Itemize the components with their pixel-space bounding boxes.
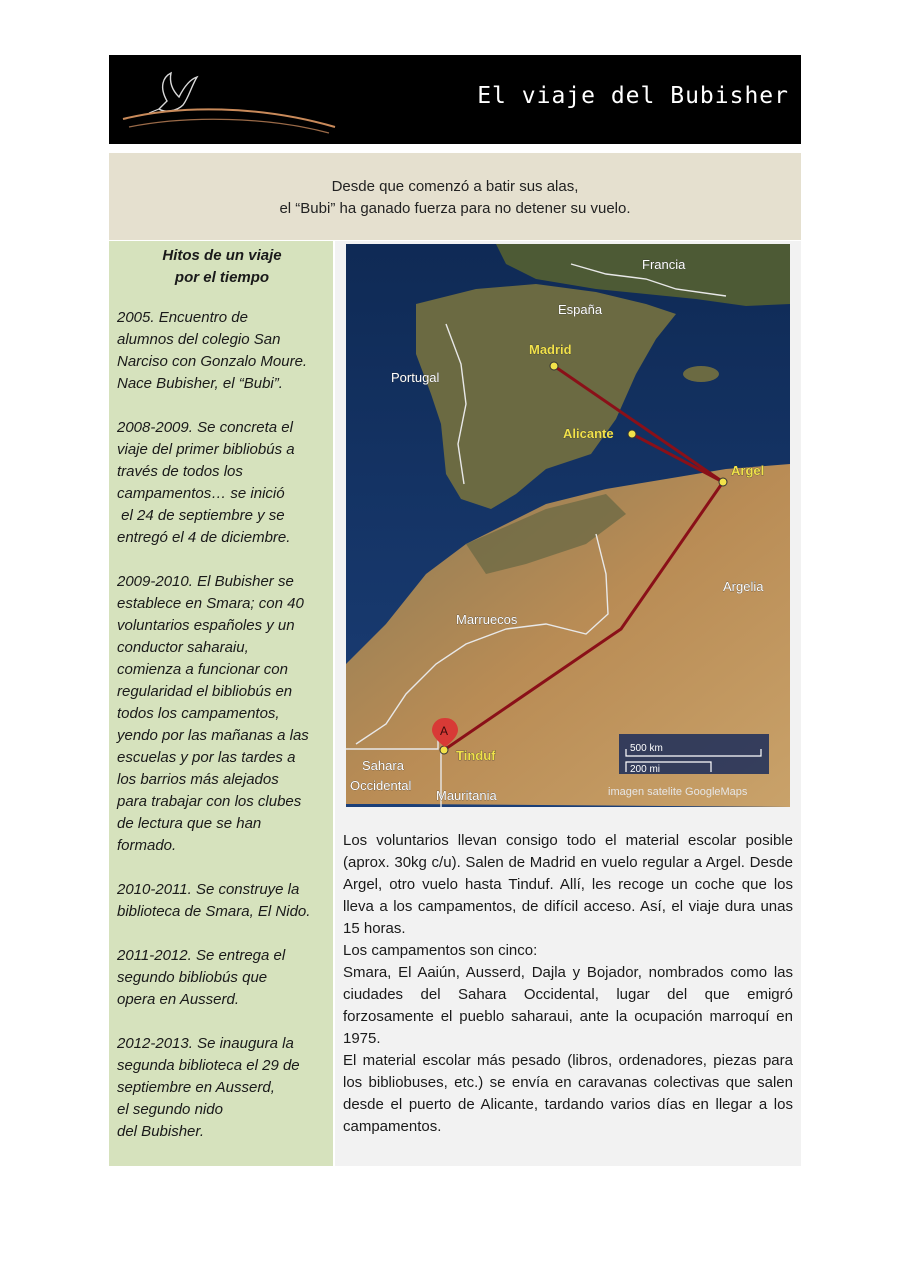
milestone-line: segunda biblioteca el 29 de (117, 1057, 300, 1074)
milestone-line: Nace Bubisher, el “Bubi”. (117, 375, 283, 392)
body-line: recoge un coche que los lleva a los campamentos, de difícil (343, 876, 794, 915)
label-mauritania: Mauritania (436, 788, 497, 803)
body-line: para los bibliobuses, etc.) se envía en caravanas colectivas (343, 1052, 793, 1091)
bird-logo-icon (119, 65, 339, 137)
milestone-line: establece en Smara; con 40 (117, 595, 304, 612)
argel-dot (719, 478, 727, 486)
body-line: que salen desde el puerto de Alicante, tardando varios días (343, 1074, 793, 1113)
scale-km-label: 500 km (630, 743, 663, 754)
milestone-line: septiembre en Ausserd, (117, 1079, 275, 1096)
label-argelia: Argelia (723, 579, 764, 594)
milestone-line: 2009-2010. El Bubisher se (117, 573, 294, 590)
body-line: El material escolar más pesado (libros, ordenadores, piezas (343, 1052, 757, 1069)
sidebar-title-line-1: Hitos de un viaje (162, 247, 282, 264)
scale-mi-label: 200 mi (630, 764, 661, 775)
milestone-line: de lectura que se han (117, 815, 262, 832)
alicante-dot (628, 430, 636, 438)
milestone-line: campamentos… se inició (117, 485, 285, 502)
milestone-line: través de todos los (117, 463, 243, 480)
body-line: Smara, El Aaiún, Ausserd, Dajla y Bojador, nombrados (343, 964, 724, 981)
milestone-line: alumnos del colegio San (117, 331, 281, 348)
banner-line-2: el “Bubi” ha ganado fuerza para no detener su vuelo. (279, 200, 631, 217)
milestone-line: 2012-2013. Se inaugura la (117, 1035, 294, 1052)
body-text (343, 830, 793, 1138)
scale-bar (619, 734, 769, 775)
label-argel: Argel (731, 463, 765, 478)
milestone-line: voluntarios españoles y un (117, 617, 295, 634)
milestone-line: el 24 de septiembre y se (117, 507, 285, 524)
milestone-line: escuelas y por las tardes a (117, 749, 296, 766)
milestone-line: formado. (117, 837, 177, 854)
header-bar (109, 55, 801, 144)
sidebar-title (117, 245, 327, 289)
map-credit: imagen satelite GoogleMaps (608, 786, 748, 798)
milestone-line: biblioteca de Smara, El Nido. (117, 903, 311, 920)
milestone-line: del Bubisher. (117, 1123, 204, 1140)
body-paragraph-3 (343, 962, 793, 1050)
body-paragraph-2 (343, 940, 793, 962)
body-line: posible (aprox. 30kg c/u). Salen de Madrid en vuelo regular (343, 832, 793, 871)
label-occidental: Occidental (350, 778, 412, 793)
body-line: ocupación marroquí en 1975. (343, 1008, 793, 1047)
milestone-2005 (117, 307, 327, 395)
body-line: a Argel. Desde Argel, otro vuelo hasta Tinduf. Allí, les (343, 854, 793, 893)
milestone-line: entregó el 4 de diciembre. (117, 529, 291, 546)
sidebar-title-line-2: por el tiempo (174, 269, 270, 286)
milestone-line: comienza a funcionar con (117, 661, 288, 678)
milestone-2012 (117, 1033, 327, 1143)
milestones-sidebar (109, 241, 333, 1166)
route-map-svg (346, 244, 790, 807)
body-line: emigró forzosamente el pueblo saharaui, ante la (343, 986, 793, 1025)
label-alicante: Alicante (563, 426, 614, 441)
tinduf-dot (440, 746, 448, 754)
milestone-line: 2008-2009. Se concreta el (117, 419, 293, 436)
body-paragraph-4 (343, 1050, 793, 1138)
route-map (346, 244, 790, 807)
milestone-line: conductor saharaiu, (117, 639, 249, 656)
milestone-line: el segundo nido (117, 1101, 223, 1118)
milestone-2011 (117, 945, 327, 1011)
milestone-line: Narciso con Gonzalo Moure. (117, 353, 308, 370)
milestone-2010 (117, 879, 327, 923)
milestone-2009 (117, 571, 327, 857)
body-line: acceso. Así, el viaje dura unas 15 horas. (343, 898, 793, 937)
label-madrid: Madrid (529, 342, 572, 357)
intro-banner (109, 153, 801, 240)
label-espana: España (558, 302, 603, 317)
main-column (335, 241, 801, 1166)
milestone-line: regularidad el bibliobús en (117, 683, 293, 700)
milestone-line: para trabajar con los clubes (117, 793, 302, 810)
milestone-line: opera en Ausserd. (117, 991, 240, 1008)
body-line: en llegar a los campamentos. (343, 1096, 793, 1135)
milestone-line: yendo por las mañanas a las (117, 727, 309, 744)
label-marruecos: Marruecos (456, 612, 518, 627)
body-line: Los campamentos son cinco: (343, 942, 538, 959)
balearic-islands (683, 366, 719, 382)
madrid-dot (550, 362, 558, 370)
label-tinduf: Tinduf (456, 748, 496, 763)
milestone-line: todos los campamentos, (117, 705, 280, 722)
body-paragraph-1 (343, 830, 793, 940)
milestone-line: los barrios más alejados (117, 771, 279, 788)
page-title: El viaje del Bubisher (477, 83, 789, 109)
body-line: como las ciudades del Sahara Occidental, lugar del que (343, 964, 793, 1003)
marker-letter: A (440, 724, 449, 738)
milestone-line: 2005. Encuentro de (117, 309, 248, 326)
milestone-line: 2011-2012. Se entrega el (117, 947, 286, 964)
banner-line-1: Desde que comenzó a batir sus alas, (331, 178, 579, 195)
milestone-line: 2010-2011. Se construye la (117, 881, 300, 898)
milestone-line: segundo bibliobús que (117, 969, 268, 986)
label-portugal: Portugal (391, 370, 440, 385)
milestone-line: viaje del primer bibliobús a (117, 441, 295, 458)
body-line: Los voluntarios llevan consigo todo el material escolar (343, 832, 737, 849)
label-sahara: Sahara (362, 758, 404, 773)
label-francia: Francia (642, 257, 686, 272)
milestone-2008 (117, 417, 327, 549)
